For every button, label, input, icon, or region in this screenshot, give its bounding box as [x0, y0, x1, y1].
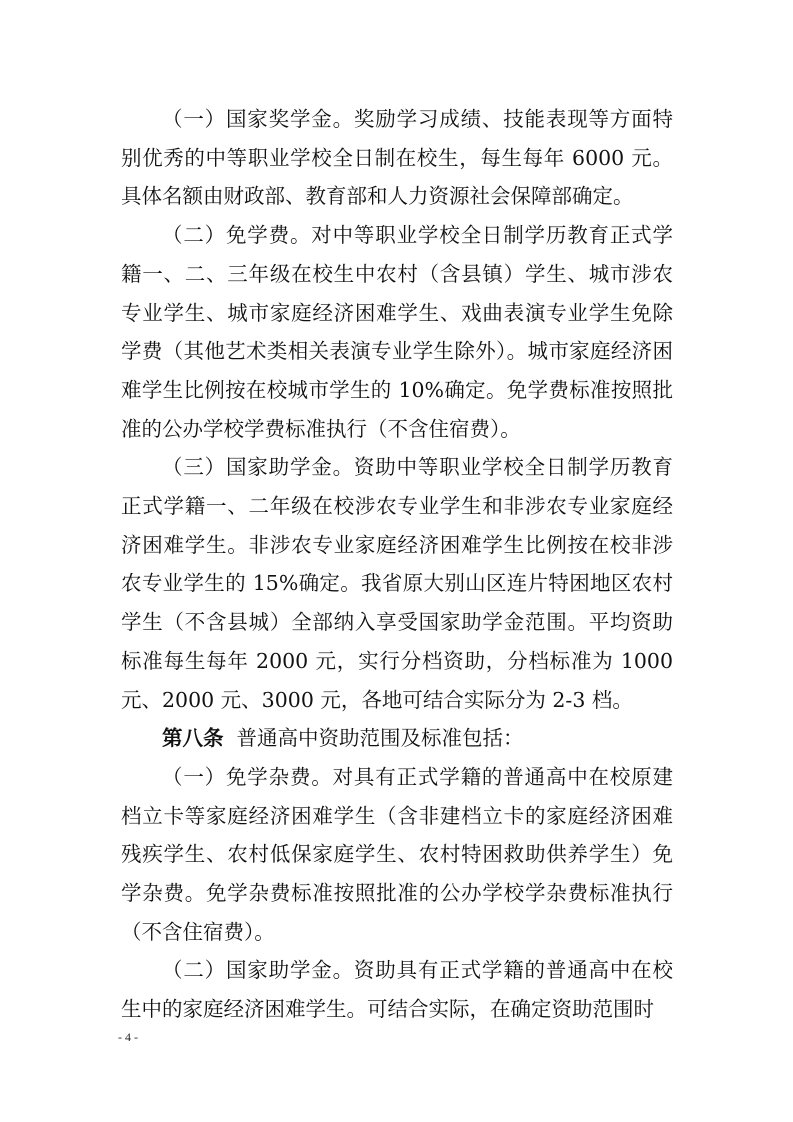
paragraph-national-grant: （三）国家助学金。资助中等职业学校全日制学历教育正式学籍一、二年级在校涉农专业学生和非涉农专业家庭经济困难学生。非涉农专业家庭经济困难学生比例按在校非涉农专业学生的 15%确定。我省原大别山区连片特困地区农村学生（不含县城）全部纳入享受国家助学金范围。平均资助标准每生每年 2000 元，实行分档资助，分档标准为 1000 元、2000 元、3000 元，各地可结合实际分为 2-3 档。 [121, 455, 673, 712]
paragraph-fee-waiver: （一）免学杂费。对具有正式学籍的普通高中在校原建档立卡等家庭经济困难学生（含非建档立卡的家庭经济困难残疾学生、农村低保家庭学生、农村特困救助供养学生）免学杂费。免学杂费标准按照批准的公办学校学杂费标准执行（不含住宿费）。 [121, 764, 673, 944]
document-body [121, 100, 673, 1029]
article-8-heading: 第八条 [162, 726, 224, 751]
paragraph-national-scholarship: （一）国家奖学金。奖励学习成绩、技能表现等方面特别优秀的中等职业学校全日制在校生，每生每年 6000 元。具体名额由财政部、教育部和人力资源社会保障部确定。 [121, 107, 673, 209]
paragraph-high-school-grant: （二）国家助学金。资助具有正式学籍的普通高中在校生中的家庭经济困难学生。可结合实际，在确定资助范围时 [121, 958, 673, 1022]
paragraph-tuition-waiver: （二）免学费。对中等职业学校全日制学历教育正式学籍一、二、三年级在校生中农村（含县镇）学生、城市涉农专业学生、城市家庭经济困难学生、戏曲表演专业学生免除学费（其他艺术类相关表演专业学生除外）。城市家庭经济困难学生比例按在校城市学生的 10%确定。免学费标准按照批准的公办学校学费标准执行（不含住宿费）。 [121, 223, 673, 441]
article-8-paragraph [121, 719, 673, 758]
page-number: - 4 - [118, 1030, 138, 1044]
article-8-text: 普通高中资助范围及标准包括： [236, 726, 524, 751]
